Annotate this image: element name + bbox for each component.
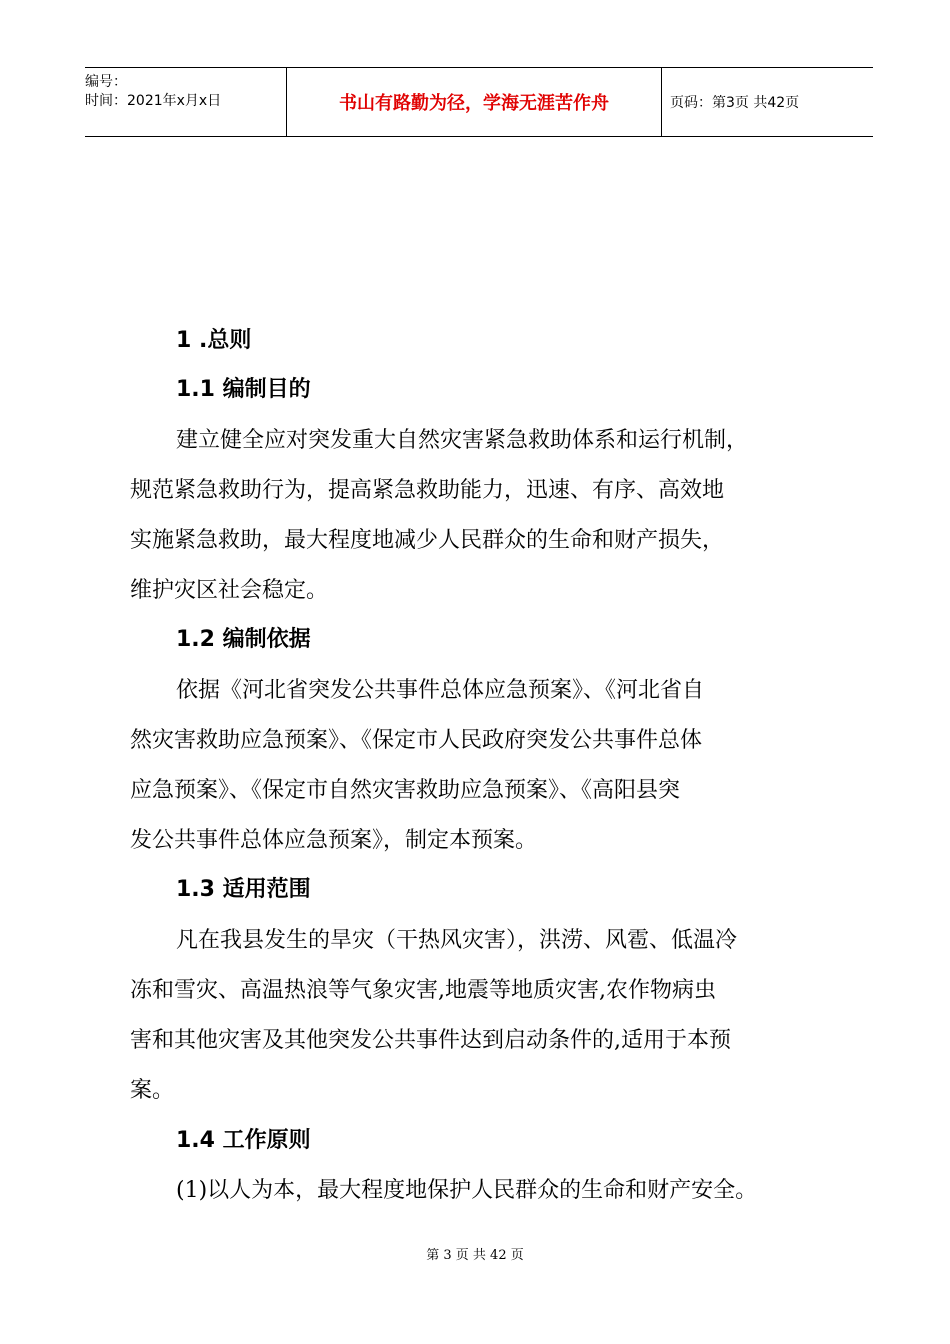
time-label: 时间：2021年x月x日 <box>85 93 222 109</box>
section-heading-1-3: 1.3 适用范围 <box>176 877 311 902</box>
page-footer: 第 3 页 共 42 页 <box>426 1248 524 1263</box>
section-heading-1: 1 .总则 <box>176 328 252 353</box>
paragraph-line: 实施紧急救助，最大程度地减少人民群众的生命和财产损失， <box>130 528 725 553</box>
paragraph-line: 凡在我县发生的旱灾（干热风灾害），洪涝、风雹、低温冷 <box>176 928 738 953</box>
paragraph-line: 害和其他灾害及其他突发公共事件达到启动条件的,适用于本预 <box>130 1028 731 1053</box>
paragraph-line: 规范紧急救助行为，提高紧急救助能力，迅速、有序、高效地 <box>130 478 725 503</box>
section-heading-1-2: 1.2 编制依据 <box>176 627 311 652</box>
paragraph-line: 冻和雪灾、高温热浪等气象灾害,地震等地质灾害,农作物病虫 <box>130 978 716 1003</box>
section-heading-1-4: 1.4 工作原则 <box>176 1128 311 1153</box>
number-label: 编号： <box>85 74 127 90</box>
paragraph-line: 然灾害救助应急预案》、《保定市人民政府突发公共事件总体 <box>130 728 703 753</box>
section-heading-1-1: 1.1 编制目的 <box>176 377 311 402</box>
paragraph-line: 维护灾区社会稳定。 <box>130 578 329 603</box>
paragraph-line: 案。 <box>130 1078 175 1103</box>
paragraph-line: 应急预案》、《保定市自然灾害救助应急预案》、《高阳县突 <box>130 778 681 803</box>
header-meta <box>85 68 287 136</box>
header-page-info: 页码：第3页 共42页 <box>670 95 800 111</box>
paragraph-line: (1)以人为本，最大程度地保护人民群众的生命和财产安全。 <box>176 1178 758 1203</box>
paragraph-line: 依据《河北省突发公共事件总体应急预案》、《河北省自 <box>176 678 705 703</box>
header-motto: 书山有路勤为径，学海无涯苦作舟 <box>287 68 662 136</box>
page-header <box>85 67 873 137</box>
paragraph-line: 建立健全应对突发重大自然灾害紧急救助体系和运行机制， <box>176 428 749 453</box>
paragraph-line: 发公共事件总体应急预案》，制定本预案。 <box>130 828 538 853</box>
